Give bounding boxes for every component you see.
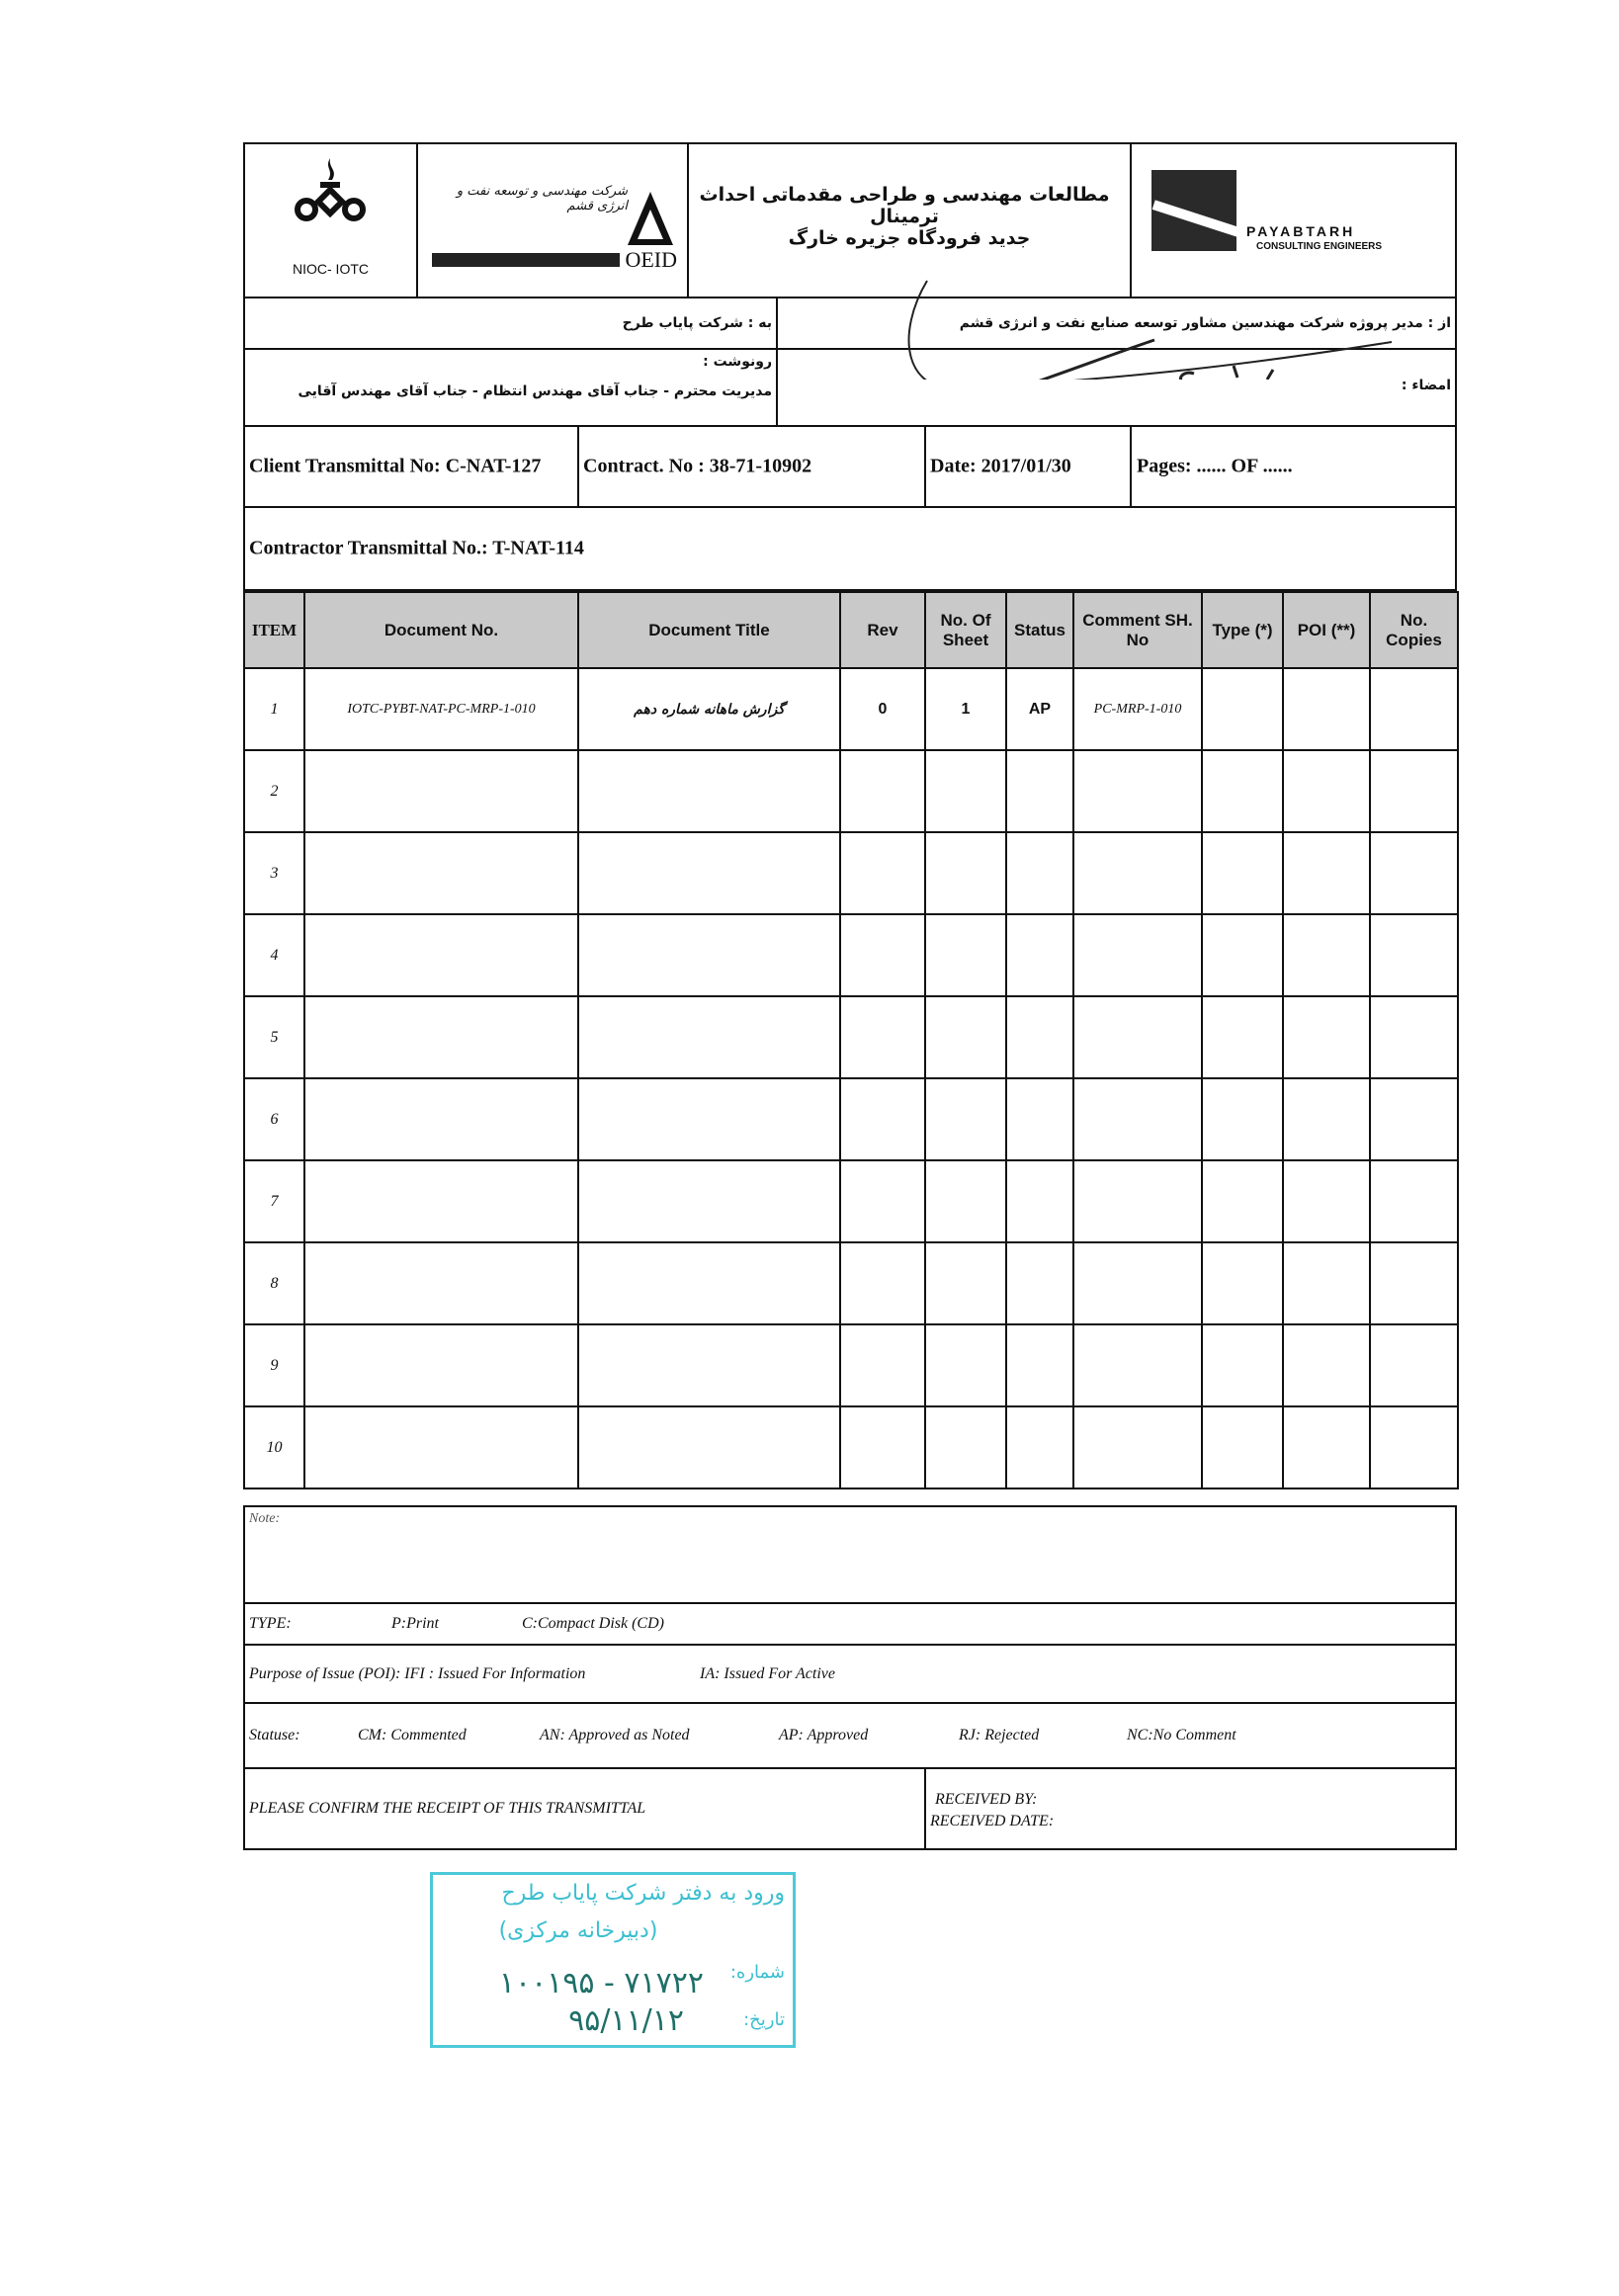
- status-legend-row: [243, 1704, 1457, 1769]
- cell-rev: [840, 1406, 925, 1488]
- cell-no-of-sheet: [925, 1406, 1006, 1488]
- cell-document-title: [578, 1242, 840, 1324]
- table-row: [244, 832, 1458, 914]
- cell-status: [1006, 1242, 1073, 1324]
- cell-poi: [1283, 1242, 1370, 1324]
- cell-status: AP: [1006, 668, 1073, 750]
- table-header-row: [244, 592, 1458, 668]
- cell-comment-sh-no: [1073, 1324, 1202, 1406]
- table-row: [244, 1242, 1458, 1324]
- cell-document-title: [578, 1406, 840, 1488]
- status-ap: AP: Approved: [779, 1727, 869, 1743]
- oeid-logo-bar: [432, 253, 620, 267]
- project-title-line2: جدید فرودگاه جزیره خارگ: [788, 227, 1031, 249]
- status-cm: CM: Commented: [358, 1727, 467, 1743]
- oeid-logo-persian: شرکت مهندسی و توسعه نفت و انرژی قشم: [456, 184, 628, 213]
- received-by: RECEIVED BY:: [935, 1791, 1038, 1808]
- cell-document-title: [578, 1078, 840, 1160]
- cell-no-copies: [1370, 996, 1458, 1078]
- cc-label: رونوشت :: [703, 354, 772, 370]
- cell-rev: [840, 1078, 925, 1160]
- table-row: [244, 750, 1458, 832]
- cell-status: [1006, 1324, 1073, 1406]
- documents-table: [243, 591, 1459, 1489]
- cell-poi: [1283, 668, 1370, 750]
- cell-rev: [840, 996, 925, 1078]
- contract-no: Contract. No : 38-71-10902: [583, 455, 812, 477]
- handwritten-signature: [858, 271, 1411, 380]
- cell-comment-sh-no: [1073, 750, 1202, 832]
- transmittal-info-row: [243, 427, 1457, 508]
- type-print: P:Print: [391, 1615, 439, 1632]
- nioc-logo-text: NIOC- IOTC: [293, 261, 369, 277]
- table-row: [244, 668, 1458, 750]
- cell-no-copies: [1370, 1078, 1458, 1160]
- payabtarh-sub: CONSULTING ENGINEERS: [1256, 241, 1383, 252]
- oeid-logo-text: OEID: [625, 247, 677, 272]
- cell-type: [1202, 1078, 1283, 1160]
- cell-item: 4: [244, 914, 304, 996]
- cell-status: [1006, 1078, 1073, 1160]
- cell-rev: [840, 1242, 925, 1324]
- cell-rev: [840, 750, 925, 832]
- confirm-row: [243, 1769, 1457, 1850]
- transmittal-date: Date: 2017/01/30: [930, 455, 1071, 477]
- cell-document-no: [304, 914, 578, 996]
- cell-no-of-sheet: [925, 1078, 1006, 1160]
- cell-no-copies: [1370, 1406, 1458, 1488]
- cell-type: [1202, 1160, 1283, 1242]
- cell-rev: [840, 914, 925, 996]
- cell-document-no: [304, 1242, 578, 1324]
- cell-type: [1202, 914, 1283, 996]
- poi-ia: IA: Issued For Active: [700, 1664, 835, 1682]
- cell-rev: [840, 832, 925, 914]
- table-row: [244, 1078, 1458, 1160]
- cell-item: 1: [244, 668, 304, 750]
- to-field: به : شرکت پایاب طرح: [622, 315, 772, 331]
- cell-no-of-sheet: 1: [925, 668, 1006, 750]
- cell-comment-sh-no: [1073, 1078, 1202, 1160]
- stamp-number-label: شماره:: [729, 1962, 785, 1983]
- table-row: [244, 1324, 1458, 1406]
- cell-item: 8: [244, 1242, 304, 1324]
- column-header-rev: Rev: [840, 592, 925, 668]
- column-header-document-title: Document Title: [578, 592, 840, 668]
- column-header-status: Status: [1006, 592, 1073, 668]
- status-label: Statuse:: [249, 1727, 300, 1743]
- cell-status: [1006, 1160, 1073, 1242]
- cell-status: [1006, 750, 1073, 832]
- cell-poi: [1283, 1078, 1370, 1160]
- cell-document-title: [578, 1160, 840, 1242]
- cell-rev: [840, 1160, 925, 1242]
- table-row: [244, 1406, 1458, 1488]
- pages-field: Pages: ...... OF ......: [1137, 455, 1293, 477]
- cell-comment-sh-no: [1073, 914, 1202, 996]
- cell-item: 10: [244, 1406, 304, 1488]
- poi-legend-row: [243, 1646, 1457, 1704]
- note-label: Note:: [249, 1511, 281, 1526]
- cell-no-of-sheet: [925, 1242, 1006, 1324]
- cell-no-copies: [1370, 1160, 1458, 1242]
- column-header-no-copies: No. Copies: [1370, 592, 1458, 668]
- payabtarh-name: PAYABTARH: [1246, 223, 1356, 239]
- table-row: [244, 914, 1458, 996]
- cell-rev: [840, 1324, 925, 1406]
- cell-no-of-sheet: [925, 1160, 1006, 1242]
- cell-poi: [1283, 750, 1370, 832]
- cell-comment-sh-no: [1073, 1406, 1202, 1488]
- cell-no-of-sheet: [925, 996, 1006, 1078]
- cell-poi: [1283, 996, 1370, 1078]
- cell-type: [1202, 1242, 1283, 1324]
- poi-ifi: Purpose of Issue (POI): IFI : Issued For Information: [249, 1664, 586, 1682]
- cell-poi: [1283, 914, 1370, 996]
- cell-document-no: [304, 832, 578, 914]
- cell-document-title: گزارش ماهانه شماره دهم: [578, 668, 840, 750]
- cell-poi: [1283, 1160, 1370, 1242]
- cell-comment-sh-no: [1073, 1160, 1202, 1242]
- stamp-date-label: تاریخ:: [743, 2009, 785, 2030]
- cell-no-of-sheet: [925, 914, 1006, 996]
- type-legend-row: [243, 1604, 1457, 1646]
- stamp-number-value: ۱۰۰۱۹۵ - ۷۱۷۲۲: [498, 1966, 704, 2000]
- column-header-no-of-sheet: No. Of Sheet: [925, 592, 1006, 668]
- cell-status: [1006, 914, 1073, 996]
- cell-type: [1202, 668, 1283, 750]
- cell-document-title: [578, 832, 840, 914]
- cell-document-no: [304, 1078, 578, 1160]
- stamp-line2: (دبیرخانه مرکزی): [498, 1918, 658, 1943]
- confirm-text: PLEASE CONFIRM THE RECEIPT OF THIS TRANSMITTAL: [249, 1800, 646, 1817]
- cell-status: [1006, 832, 1073, 914]
- cell-item: 5: [244, 996, 304, 1078]
- signature-label: امضاء :: [1401, 378, 1451, 393]
- cell-document-no: IOTC-PYBT-NAT-PC-MRP-1-010: [304, 668, 578, 750]
- type-label: TYPE:: [249, 1615, 292, 1632]
- cell-item: 2: [244, 750, 304, 832]
- cell-poi: [1283, 1324, 1370, 1406]
- cell-no-copies: [1370, 668, 1458, 750]
- cell-no-copies: [1370, 750, 1458, 832]
- column-header-item: ITEM: [244, 592, 304, 668]
- project-title-line1: مطالعات مهندسی و طراحی مقدماتی احداث ترمینال: [699, 184, 1110, 227]
- cell-type: [1202, 1324, 1283, 1406]
- cell-no-of-sheet: [925, 1324, 1006, 1406]
- cell-comment-sh-no: [1073, 1242, 1202, 1324]
- status-rj: RJ: Rejected: [959, 1727, 1040, 1743]
- nioc-logo-cell: [245, 144, 418, 297]
- cell-poi: [1283, 1406, 1370, 1488]
- cell-no-copies: [1370, 1324, 1458, 1406]
- cell-no-copies: [1370, 1242, 1458, 1324]
- received-date: RECEIVED DATE:: [930, 1813, 1055, 1829]
- cell-status: [1006, 996, 1073, 1078]
- cell-poi: [1283, 832, 1370, 914]
- cell-document-no: [304, 750, 578, 832]
- cell-type: [1202, 832, 1283, 914]
- column-header-poi: POI (**): [1283, 592, 1370, 668]
- cell-document-title: [578, 996, 840, 1078]
- column-header-type: Type (*): [1202, 592, 1283, 668]
- cell-document-title: [578, 1324, 840, 1406]
- cell-item: 6: [244, 1078, 304, 1160]
- cell-comment-sh-no: PC-MRP-1-010: [1073, 668, 1202, 750]
- stamp-line1: ورود به دفتر شرکت پایاب طرح: [501, 1881, 785, 1906]
- table-row: [244, 996, 1458, 1078]
- table-row: [244, 1160, 1458, 1242]
- cell-type: [1202, 1406, 1283, 1488]
- column-header-comment-sh-no: Comment SH. No: [1073, 592, 1202, 668]
- status-an: AN: Approved as Noted: [540, 1727, 690, 1743]
- cell-item: 9: [244, 1324, 304, 1406]
- cell-item: 7: [244, 1160, 304, 1242]
- cell-document-no: [304, 1324, 578, 1406]
- cell-status: [1006, 1406, 1073, 1488]
- cell-document-no: [304, 996, 578, 1078]
- cell-no-of-sheet: [925, 832, 1006, 914]
- column-header-document-no: Document No.: [304, 592, 578, 668]
- cell-type: [1202, 750, 1283, 832]
- oeid-logo-cell: [418, 144, 689, 297]
- receipt-stamp: [430, 1872, 796, 2048]
- cell-no-copies: [1370, 832, 1458, 914]
- cell-document-no: [304, 1160, 578, 1242]
- from-field: از : مدیر پروژه شرکت مهندسین مشاور توسعه صنایع نفت و انرژی قشم: [959, 315, 1451, 331]
- cell-document-no: [304, 1406, 578, 1488]
- cc-value: مدیریت محترم - جناب آقای مهندس انتظام - جناب آقای مهندس آقایی: [298, 383, 772, 399]
- cell-document-title: [578, 914, 840, 996]
- oeid-logo-icon: [626, 190, 675, 249]
- status-nc: NC:No Comment: [1127, 1727, 1236, 1743]
- note-box: [243, 1505, 1457, 1604]
- cc-signature-row: [243, 350, 1457, 427]
- cell-no-copies: [1370, 914, 1458, 996]
- stamp-date-value: ۹۵/۱۱/۱۲: [568, 2003, 684, 2038]
- client-transmittal-no: Client Transmittal No: C-NAT-127: [249, 455, 542, 477]
- cell-comment-sh-no: [1073, 832, 1202, 914]
- contractor-transmittal-no: Contractor Transmittal No.: T-NAT-114: [249, 537, 584, 559]
- type-cd: C:Compact Disk (CD): [522, 1615, 664, 1632]
- cell-rev: 0: [840, 668, 925, 750]
- cell-type: [1202, 996, 1283, 1078]
- cell-document-title: [578, 750, 840, 832]
- cell-comment-sh-no: [1073, 996, 1202, 1078]
- cell-no-of-sheet: [925, 750, 1006, 832]
- payabtarh-logo-icon: [1151, 170, 1236, 251]
- nioc-logo-icon: [291, 156, 370, 225]
- contractor-row: [243, 508, 1457, 591]
- cell-item: 3: [244, 832, 304, 914]
